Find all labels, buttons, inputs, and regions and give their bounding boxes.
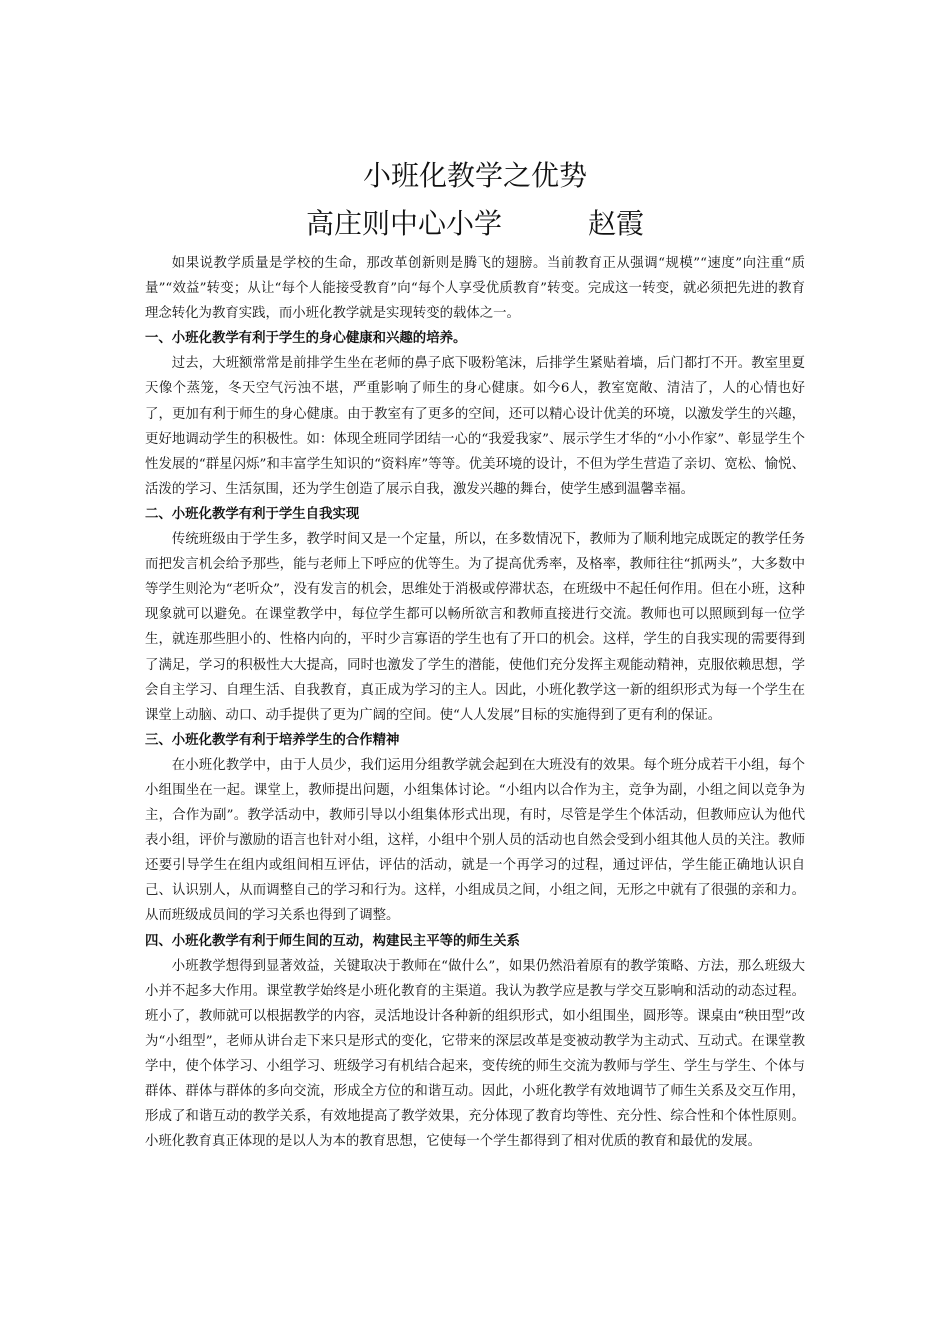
section-heading-3: 三、小班化教学有利于培养学生的合作精神	[145, 732, 400, 748]
section-paragraph-1: 过去，大班额常常是前排学生坐在老师的鼻子底下吸粉笔沫，后排学生紧贴着墙，后门都打不开。教室里夏天像个蒸笼，冬天空气污浊不堪，严重影响了师生的身心健康。如今6人，教室宽敞、清洁了，人的心情也好了，更加有利于师生的身心健康。由于教室有了更多的空间，还可以精心设计优美的环境，以激发学生的兴趣，更好地调动学生的积极性。如：体现全班同学团结一心的“我爱我家”、展示学生才华的“小小作家”、彰显学生个性发展的“群星闪烁”和丰富学生知识的“资料库”等等。优美环境的设计，不但为学生营造了亲切、宽松、愉悦、活泼的学习、生活氛围，还为学生创造了展示自我，激发兴趣的舞台，使学生感到温馨幸福。	[145, 356, 805, 497]
intro-paragraph: 如果说教学质量是学校的生命，那改革创新则是腾飞的翅膀。当前教育正从强调“规模”“速度”向注重“质量”“效益”转变；从让“每个人能接受教育”向“每个人享受优质教育”转变。完成这一转变，就必须把先进的教育理念转化为教育实践，而小班化教学就是实现转变的载体之一。	[145, 256, 805, 322]
section-heading-2: 二、小班化教学有利于学生自我实现	[145, 506, 360, 522]
section-paragraph-4: 小班教学想得到显著效益，关键取决于教师在“做什么”，如果仍然沿着原有的教学策略、方法，那么班级大小并不起多大作用。课堂教学始终是小班化教育的主渠道。我认为教学应是教与学交互影响和活动的动态过程。班小了，教师就可以根据教学的内容，灵活地设计各种新的组织形式，如小组围坐，圆形等。课桌由“秧田型”改为“小组型”，老师从讲台走下来只是形式的变化，它带来的深层改革是变被动教学为主动式、互动式。在课堂教学中，使个体学习、小组学习、班级学习有机结合起来，变传统的师生交流为教师与学生、学生与学生、个体与群体、群体与群体的多向交流，形成全方位的和谐互动。因此，小班化教学有效地调节了师生关系及交互作用，形成了和谐互动的教学关系，有效地提高了教学效果，充分体现了教育均等性、充分性、综合性和个体性原则。小班化教育真正体现的是以人为本的教育思想，它使每一个学生都得到了相对优质的教育和最优的发展。	[145, 958, 805, 1150]
school-name: 高庄则中心小学	[305, 207, 502, 240]
byline	[0, 204, 950, 244]
section-paragraph-2: 传统班级由于学生多，教学时间又是一个定量，所以，在多数情况下，教师为了顺利地完成既定的教学任务而把发言机会给予那些，能与老师上下呼应的优等生。为了提高优秀率，及格率，教师往往“抓两头”，大多数中等学生则沦为“老听众”，没有发言的机会，思维处于消极或停滞状态，在班级中不起任何作用。但在小班，这种现象就可以避免。在课堂教学中，每位学生都可以畅所欲言和教师直接进行交流。教师也可以照顾到每一位学生，就连那些胆小的、性格内向的，平时少言寡语的学生也有了开口的机会。这样，学生的自我实现的需要得到了满足，学习的积极性大大提高，同时也激发了学生的潜能，使他们充分发挥主观能动精神，克服依赖思想，学会自主学习、自理生活、自我教育，真正成为学习的主人。因此，小班化教学这一新的组织形式为每一个学生在课堂上动脑、动口、动手提供了更为广阔的空间。使“人人发展”目标的实施得到了更有利的保证。	[145, 532, 805, 723]
section-heading-4: 四、小班化教学有利于师生间的互动，构建民主平等的师生关系	[145, 933, 520, 949]
article-body	[145, 251, 805, 1154]
section-paragraph-3: 在小班化教学中，由于人员少，我们运用分组教学就会起到在大班没有的效果。每个班分成若干小组，每个小组围坐在一起。课堂上，教师提出问题，小组集体讨论。“小组内以合作为主，竞争为副，小组之间以竞争为主，合作为副”。教学活动中，教师引导以小组集体形式出现，有时，尽管是学生个体活动，但教师应认为他代表小组，评价与激励的语言也针对小组，这样，小组中个别人员的活动也自然会受到小组其他人员的关注。教师还要引导学生在组内或组间相互评估，评估的活动，就是一个再学习的过程，通过评估，学生能正确地认识自己、认识别人，从而调整自己的学习和行为。这样，小组成员之间，小组之间，无形之中就有了很强的亲和力。从而班级成员间的学习关系也得到了调整。	[145, 757, 805, 924]
section-heading-1: 一、小班化教学有利于学生的身心健康和兴趣的培养。	[145, 331, 467, 347]
author-name: 赵霞	[588, 207, 645, 240]
document-title: 小班化教学之优势	[362, 159, 587, 192]
